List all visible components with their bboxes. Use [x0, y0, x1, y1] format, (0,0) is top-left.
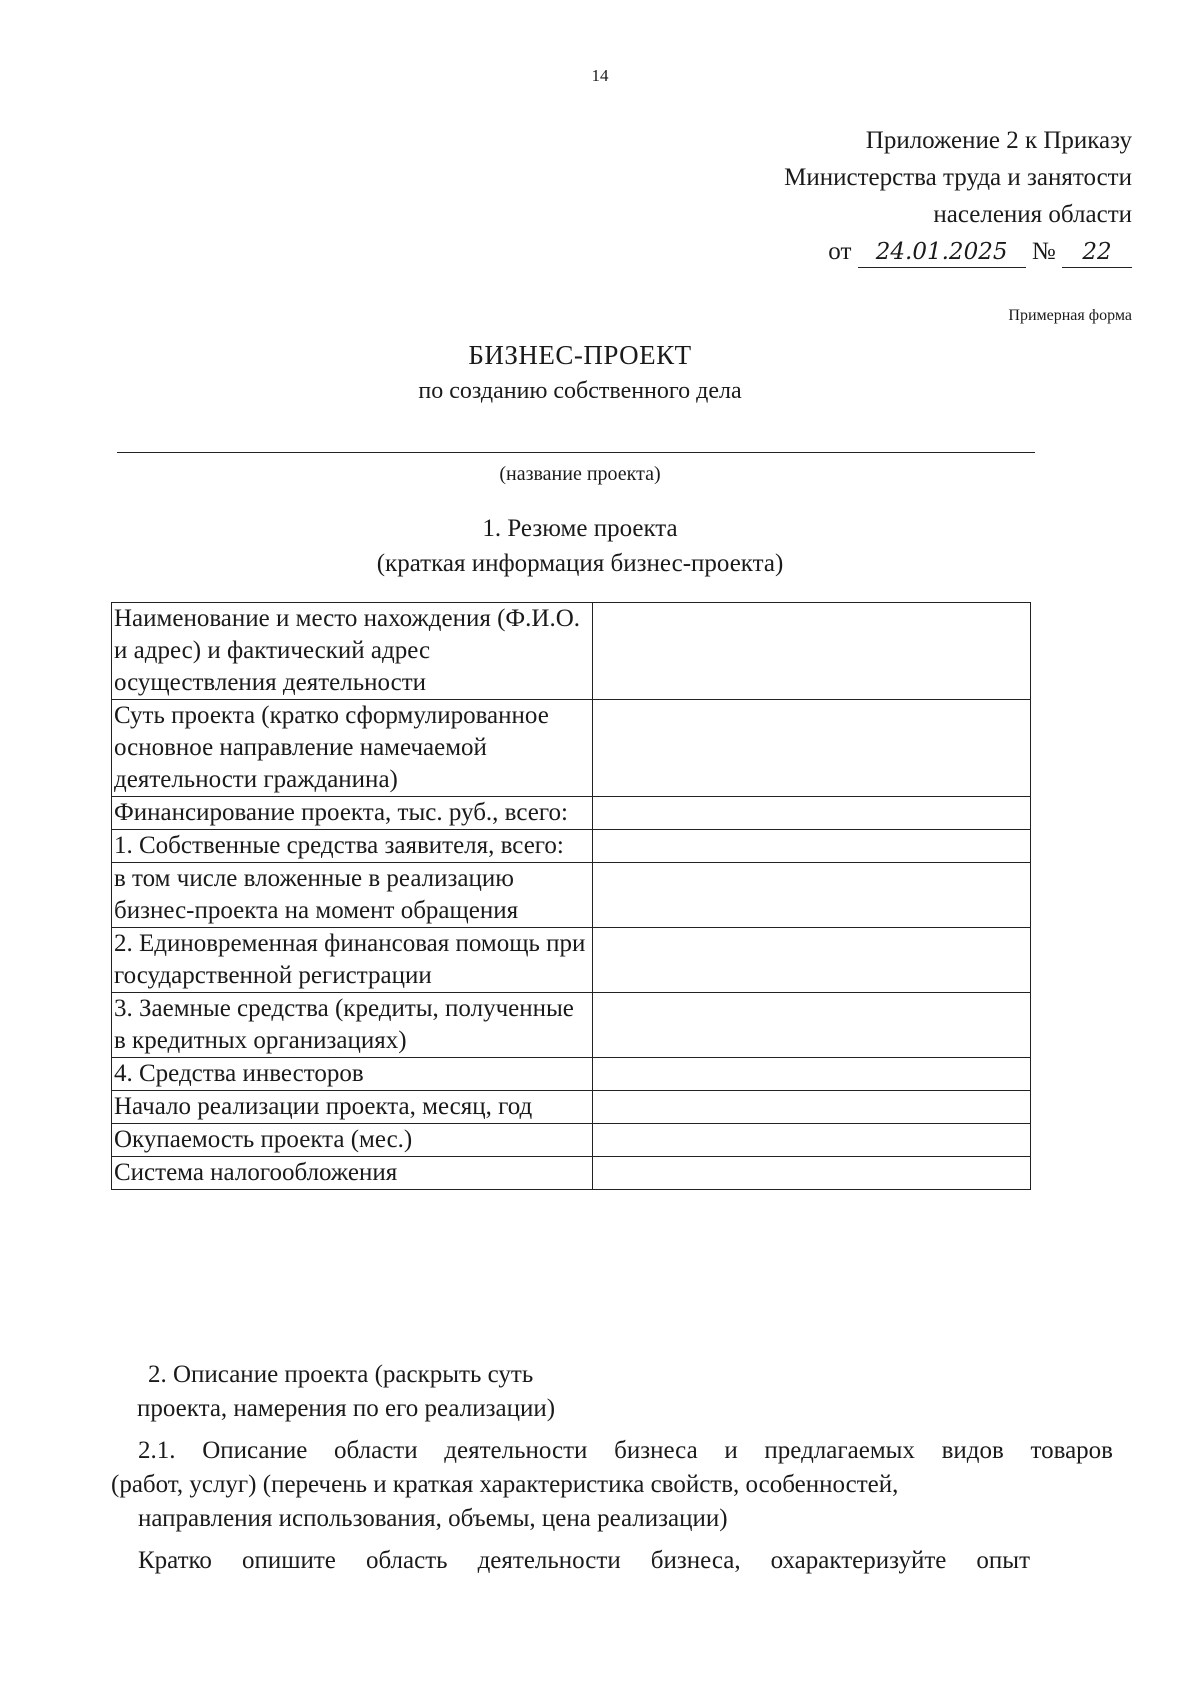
- row-value-field[interactable]: [593, 1091, 1031, 1124]
- appendix-line-1: Приложение 2 к Приказу: [865, 127, 1132, 154]
- row-label: в том числе вложенные в реализацию бизнес-проекта на момент обращения: [112, 863, 593, 928]
- project-name-caption: (название проекта): [499, 463, 661, 485]
- appendix-header: [784, 122, 1132, 270]
- item-2-1-line-3: направления использования, объемы, цена реализации): [138, 1505, 728, 1532]
- row-label: Система налогообложения: [112, 1157, 593, 1190]
- table-row: [112, 928, 1031, 993]
- table-row: [112, 1058, 1031, 1091]
- row-value-field[interactable]: [593, 863, 1031, 928]
- instruction-line-1: Кратко опишите область деятельности бизнеса, охарактеризуйте опыт: [138, 1547, 1030, 1574]
- appendix-line-3: населения области: [933, 201, 1132, 228]
- handwritten-date: 24.01.2025: [858, 237, 1026, 268]
- table-row: [112, 797, 1031, 830]
- document-subtitle: по созданию собственного дела: [418, 378, 742, 404]
- row-value-field[interactable]: [593, 700, 1031, 797]
- form-type-label: Примерная форма: [1008, 307, 1132, 324]
- section-1-subheading: (краткая информация бизнес-проекта): [376, 550, 784, 577]
- row-value-field[interactable]: [593, 1124, 1031, 1157]
- row-value-field[interactable]: [593, 928, 1031, 993]
- project-name-line: [117, 452, 1035, 453]
- handwritten-number: 22: [1062, 237, 1132, 268]
- row-value-field[interactable]: [593, 1157, 1031, 1190]
- row-label: Окупаемость проекта (мес.): [112, 1124, 593, 1157]
- document-title: БИЗНЕС-ПРОЕКТ: [468, 340, 692, 370]
- table-row: [112, 830, 1031, 863]
- table-row: [112, 700, 1031, 797]
- section-1-heading: 1. Резюме проекта: [482, 515, 678, 542]
- row-label: 1. Собственные средства заявителя, всего:: [112, 830, 593, 863]
- row-label: Начало реализации проекта, месяц, год: [112, 1091, 593, 1124]
- row-label: Финансирование проекта, тыс. руб., всего:: [112, 797, 593, 830]
- number-prefix: №: [1031, 238, 1056, 265]
- row-value-field[interactable]: [593, 603, 1031, 700]
- item-2-1-line-1: 2.1. Описание области деятельности бизнеса и предлагаемых видов товаров: [138, 1437, 1113, 1464]
- table-row: [112, 993, 1031, 1058]
- appendix-line-2: Министерства труда и занятости: [784, 164, 1132, 191]
- page-number: 14: [591, 66, 609, 85]
- item-2-1-line-2: (работ, услуг) (перечень и краткая характеристика свойств, особенностей,: [111, 1471, 899, 1498]
- table-row: [112, 603, 1031, 700]
- order-reference: [784, 233, 1132, 270]
- date-prefix: от: [828, 238, 852, 265]
- project-summary-table: [111, 602, 1031, 1190]
- section-2-heading-line-2: проекта, намерения по его реализации): [137, 1395, 556, 1422]
- row-value-field[interactable]: [593, 993, 1031, 1058]
- table-row: [112, 1124, 1031, 1157]
- section-2-heading-line-1: 2. Описание проекта (раскрыть суть: [148, 1361, 534, 1388]
- row-label: Наименование и место нахождения (Ф.И.О. и адрес) и фактический адрес осуществления деятельности: [112, 603, 593, 700]
- row-value-field[interactable]: [593, 830, 1031, 863]
- row-label: Суть проекта (кратко сформулированное основное направление намечаемой деятельности гражданина): [112, 700, 593, 797]
- table-row: [112, 863, 1031, 928]
- row-label: 4. Средства инвесторов: [112, 1058, 593, 1091]
- row-value-field[interactable]: [593, 797, 1031, 830]
- row-label: 2. Единовременная финансовая помощь при государственной регистрации: [112, 928, 593, 993]
- row-value-field[interactable]: [593, 1058, 1031, 1091]
- table-row: [112, 1157, 1031, 1190]
- row-label: 3. Заемные средства (кредиты, полученные в кредитных организациях): [112, 993, 593, 1058]
- table-row: [112, 1091, 1031, 1124]
